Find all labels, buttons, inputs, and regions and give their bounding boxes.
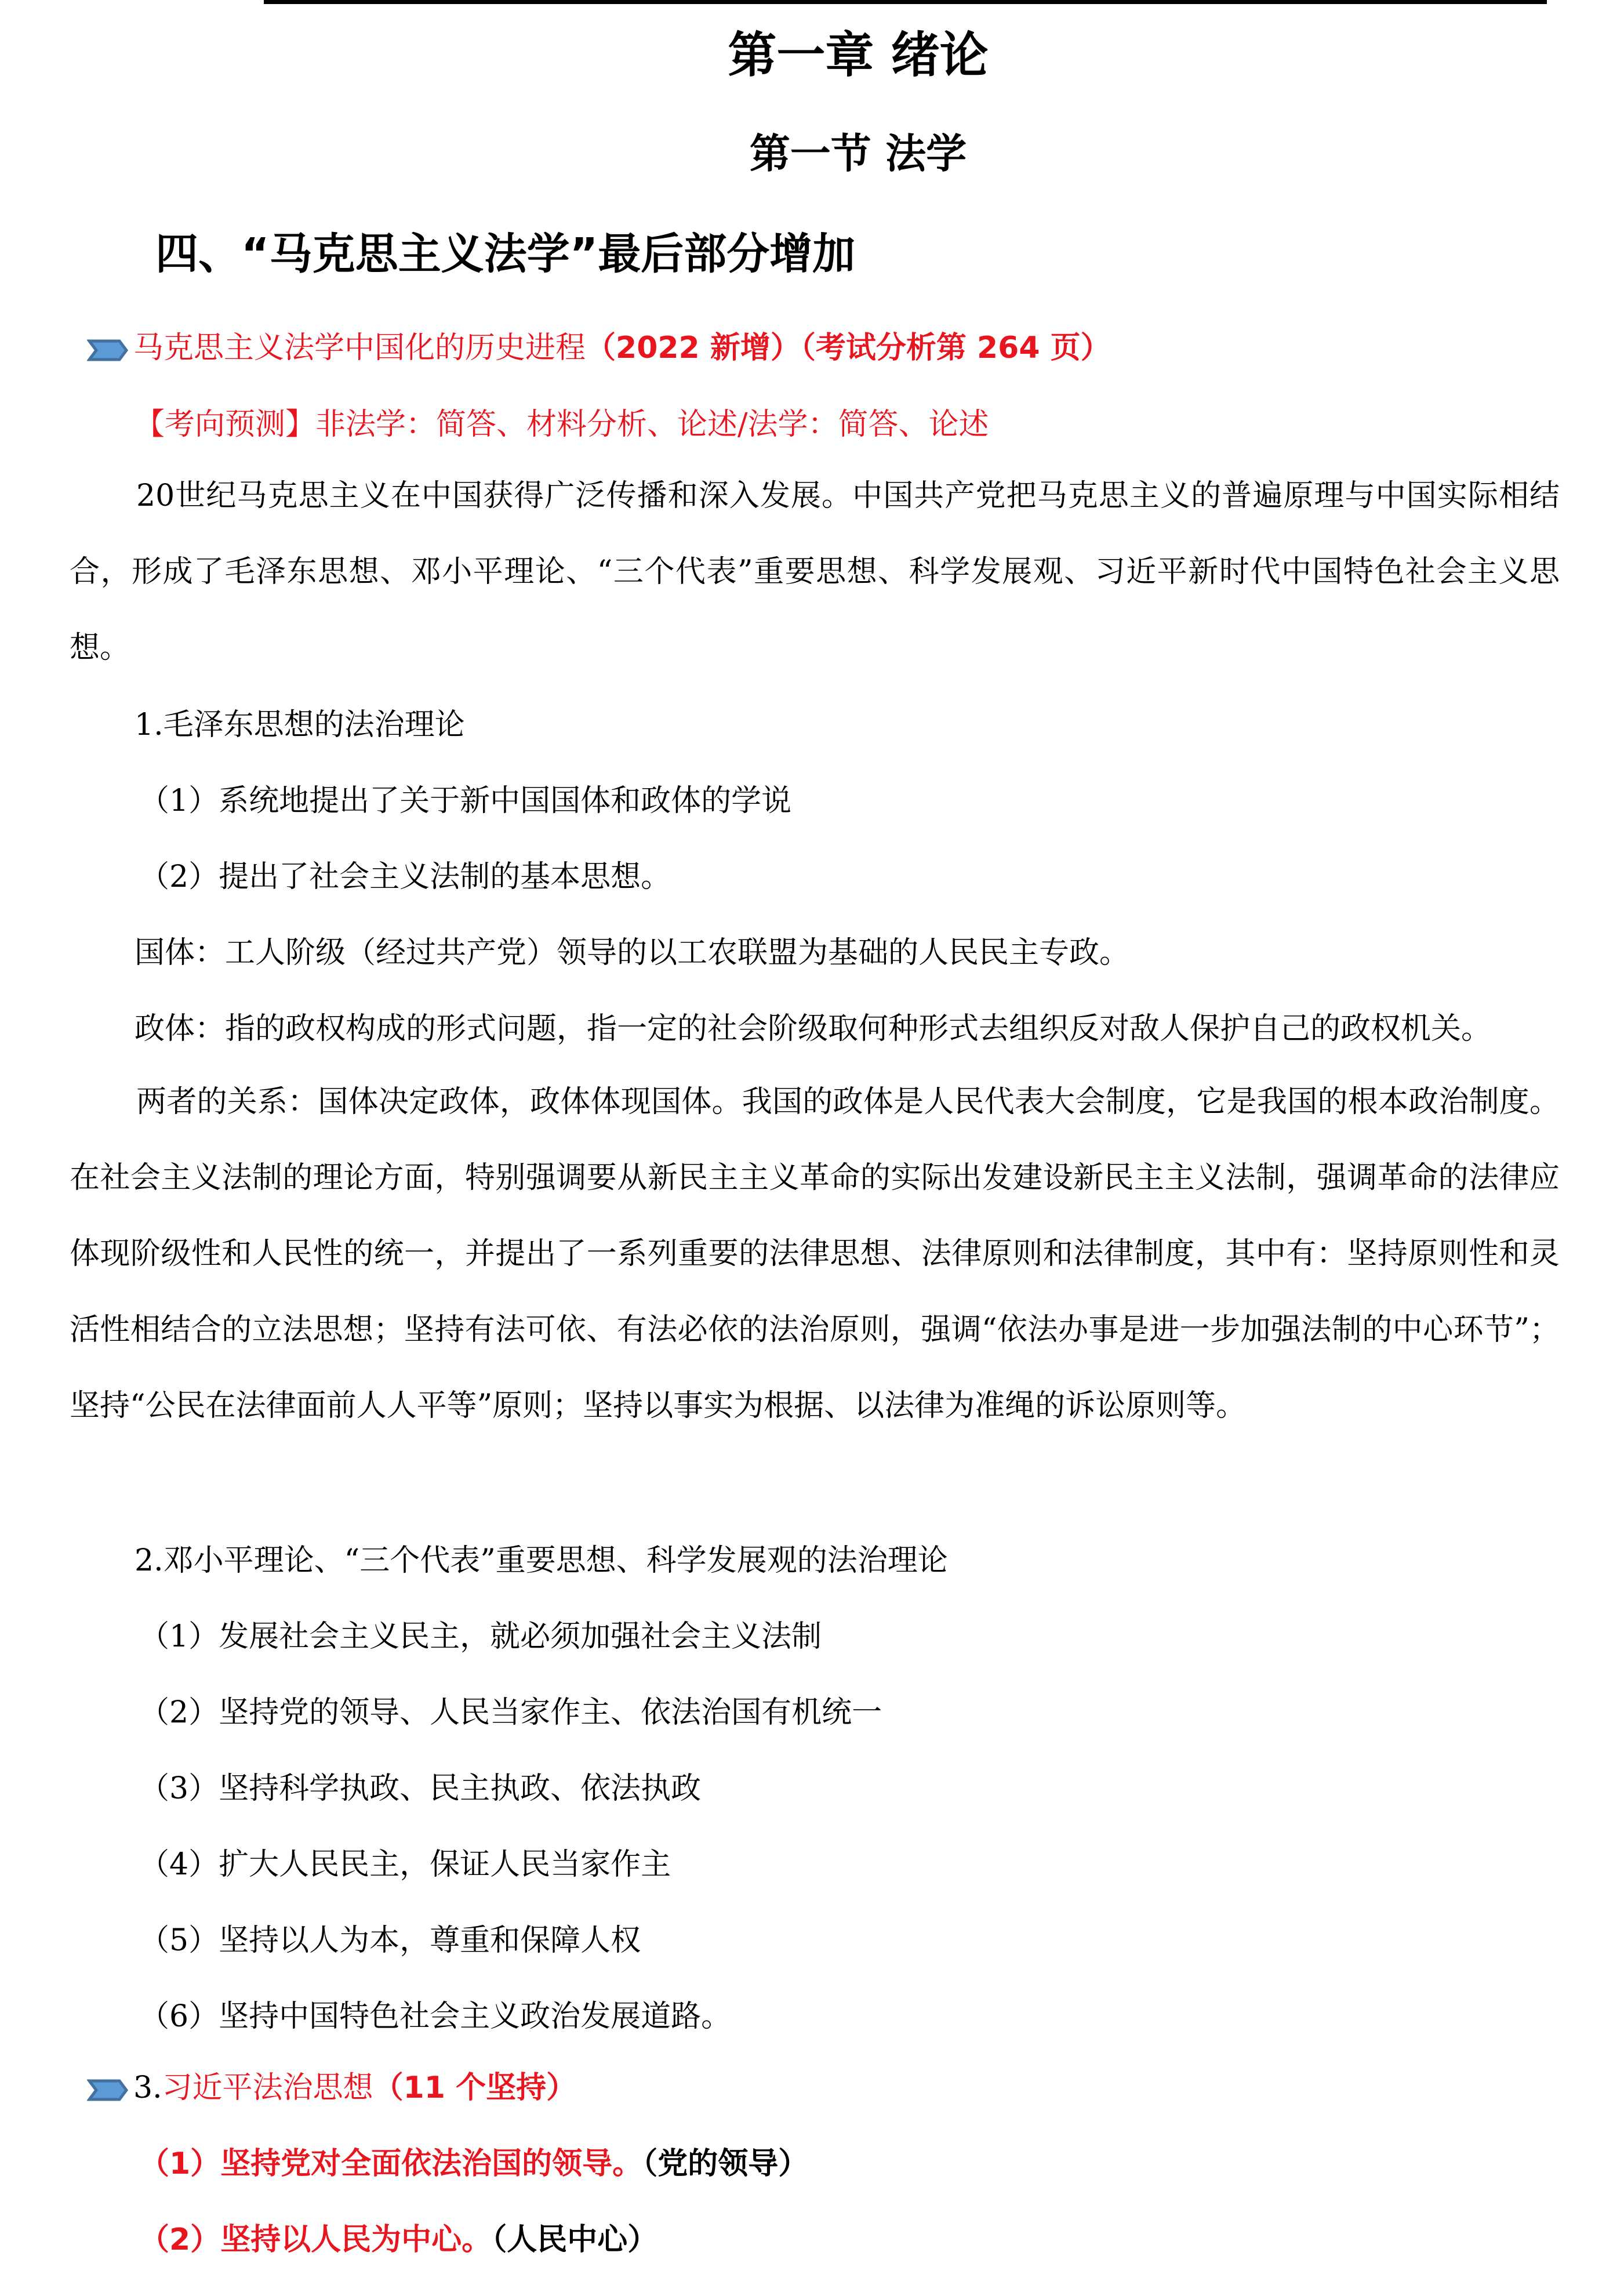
xi-number: 3. (133, 2070, 162, 2105)
xi-title: 习近平法治思想 (162, 2070, 373, 2105)
deng-item: （1）发展社会主义民主，就必须加强社会主义法制 (139, 1619, 822, 1654)
deng-item: （6）坚持中国特色社会主义政治发展道路。 (139, 1999, 732, 2034)
deng-heading: 2.邓小平理论、“三个代表”重要思想、科学发展观的法治理论 (135, 1543, 948, 1578)
xi-item-text: （2）坚持以人民为中心。 (139, 2222, 492, 2257)
section-title: 第一节 法学 (749, 130, 967, 177)
topic-new-tag: （2022 新增） (586, 331, 801, 365)
deng-item: （3）坚持科学执政、民主执政、依法执政 (139, 1771, 702, 1806)
header-rule (264, 0, 1547, 4)
xi-item (139, 2144, 808, 2184)
intro-paragraph: 20世纪马克思主义在中国获得广泛传播和深入发展。中国共产党把马克思主义的普遍原理与中国实际相结合，形成了毛泽东思想、邓小平理论、“三个代表”重要思想、科学发展观、习近平新时代中国特色社会主义思想。 (70, 478, 1560, 665)
chevron-right-icon (87, 2079, 129, 2102)
xi-item-note: （人民中心） (492, 2222, 658, 2257)
mao-item: （2）提出了社会主义法制的基本思想。 (139, 859, 671, 894)
mao-heading: 1.毛泽东思想的法治理论 (135, 708, 465, 742)
guoti-definition: 国体：工人阶级（经过共产党）领导的以工农联盟为基础的人民民主专政。 (135, 935, 1130, 970)
deng-item: （5）坚持以人为本，尊重和保障人权 (139, 1923, 641, 1958)
topic-page-tag: （考试分析第 264 页） (800, 331, 1111, 365)
topic-title: 马克思主义法学中国化的历史进程 (133, 331, 586, 365)
xi-count: （11 个坚持） (373, 2070, 577, 2105)
xi-item (139, 2219, 657, 2260)
xi-heading (87, 2068, 576, 2108)
forecast: 【考向预测】非法学：简答、材料分析、论述/法学：简答、论述 (135, 407, 989, 442)
deng-item: （4）扩大人民民主，保证人民当家作主 (139, 1847, 671, 1882)
relation-paragraph: 两者的关系：国体决定政体，政体体现国体。我国的政体是人民代表大会制度，它是我国的根本政治制度。在社会主义法制的理论方面，特别强调要从新民主主义革命的实际出发建设新民主主义法制，强调革命的法律应体现阶级性和人民性的统一，并提出了一系列重要的法律思想、法律原则和法律制度，其中有：坚持原则性和灵活性相结合的立法思想；坚持有法可依、有法必依的法治原则，强调“依法办事是进一步加强法制的中心环节”；坚持“公民在法律面前人人平等”原则；坚持以事实为根据、以法律为准绳的诉讼原则等。 (70, 1085, 1560, 1423)
deng-item: （2）坚持党的领导、人民当家作主、依法治国有机统一 (139, 1695, 882, 1730)
chapter-title: 第一章 绪论 (728, 27, 989, 84)
zhengti-definition: 政体：指的政权构成的形式问题，指一定的社会阶级取何种形式去组织反对敌人保护自己的政权机关。 (135, 1011, 1492, 1046)
xi-item-text: （1）坚持党对全面依法治国的领导。 (139, 2146, 643, 2181)
chevron-right-icon (87, 339, 129, 362)
subsection-title: 四、“马克思主义法学”最后部分增加 (155, 229, 856, 279)
xi-item-note: （党的领导） (642, 2146, 809, 2181)
topic-heading (87, 328, 1111, 368)
mao-item: （1）系统地提出了关于新中国国体和政体的学说 (139, 784, 792, 818)
